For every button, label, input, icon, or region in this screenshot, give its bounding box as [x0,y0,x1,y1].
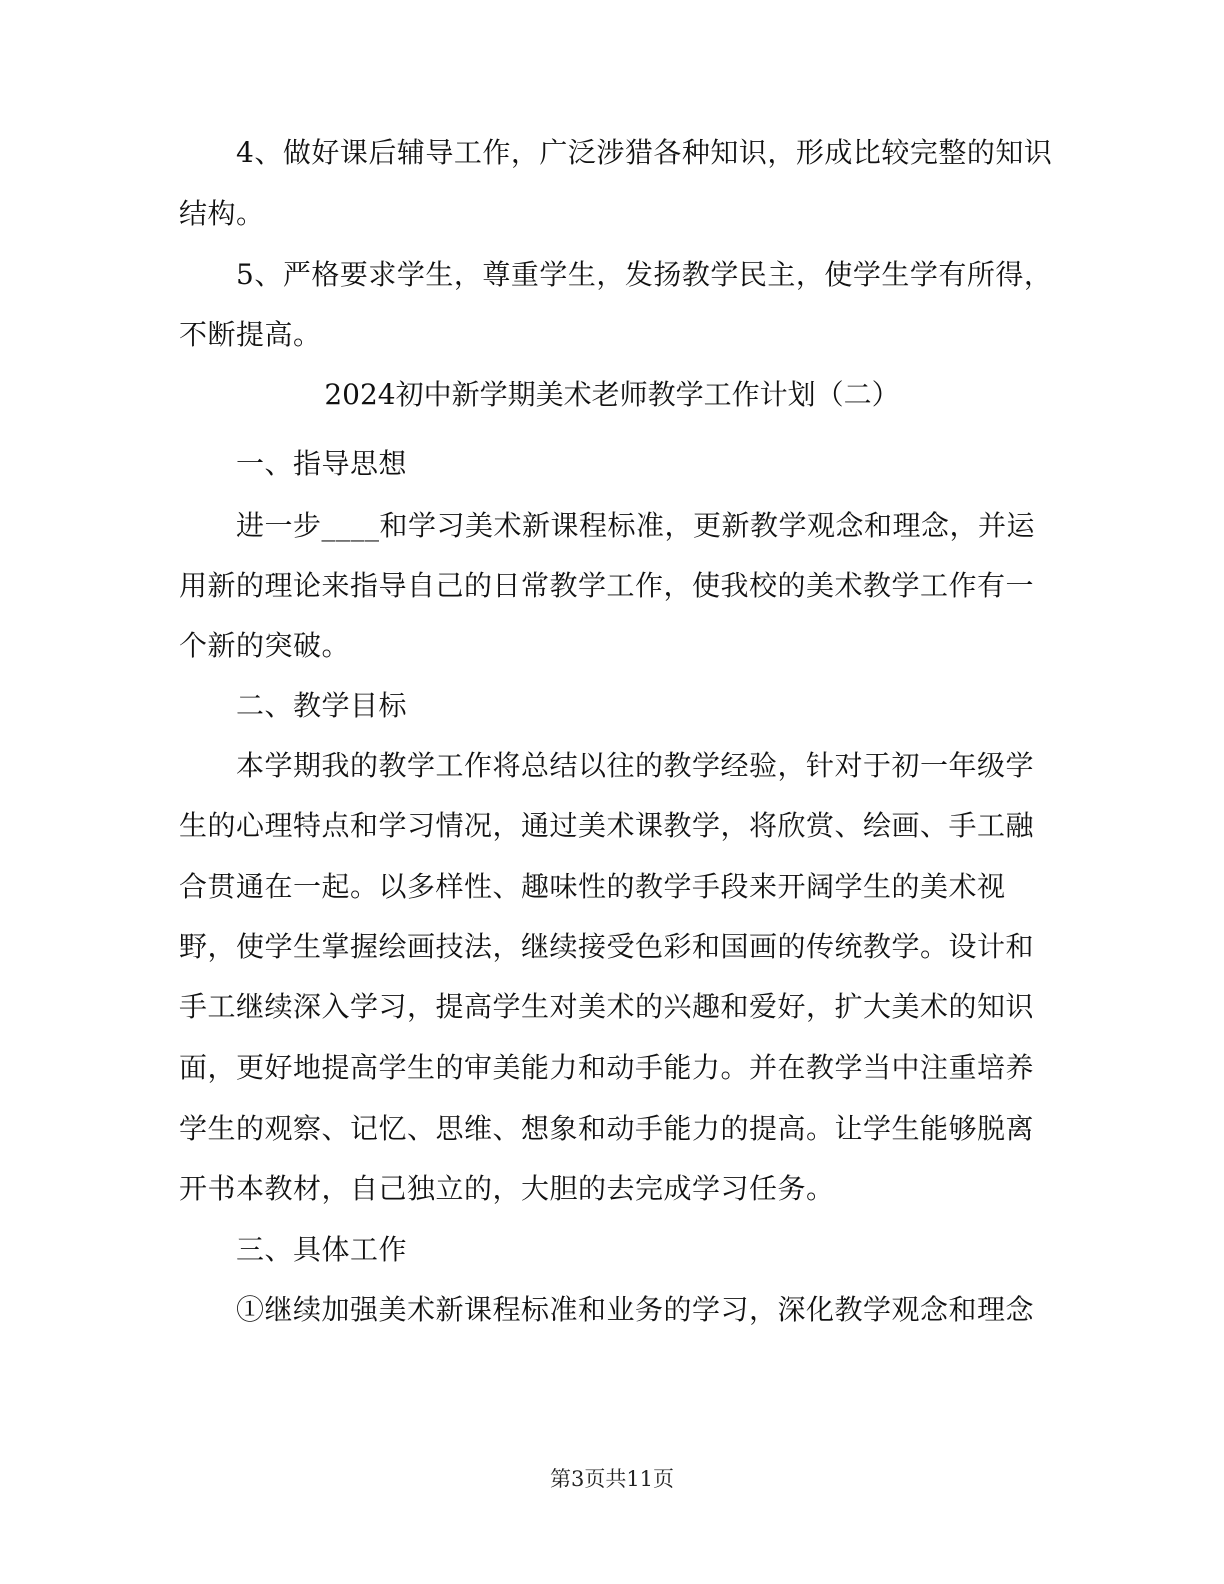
paragraph-2-line-5: 手工继续深入学习，提高学生对美术的兴趣和爱好，扩大美术的知识 [179,990,1035,1023]
paragraph-1-line-3: 个新的突破。 [179,629,351,662]
item-4-line-2: 结构。 [179,197,265,230]
item-4-line-1: 4、做好课后辅导工作，广泛涉猎各种知识，形成比较完整的知识 [236,136,1053,169]
paragraph-2-line-3: 合贯通在一起。以多样性、趣味性的教学手段来开阔学生的美术视 [179,870,1006,903]
item-5-line-1: 5、严格要求学生，尊重学生，发扬教学民主，使学生学有所得， [236,258,1053,291]
paragraph-2-line-6: 面，更好地提高学生的审美能力和动手能力。并在教学当中注重培养 [179,1051,1035,1084]
paragraph-2-line-4: 野，使学生掌握绘画技法，继续接受色彩和国画的传统教学。设计和 [179,930,1035,963]
paragraph-1-line-1: 进一步____和学习美术新课程标准，更新教学观念和理念，并运 [236,509,1036,542]
heading-guiding-ideology: 一、指导思想 [236,447,408,480]
page-number-footer: 第3页共11页 [549,1467,675,1491]
paragraph-2-line-8: 开书本教材，自己独立的，大胆的去完成学习任务。 [179,1172,835,1205]
paragraph-2-line-1: 本学期我的教学工作将总结以往的教学经验，针对于初一年级学 [236,749,1035,782]
paragraph-2-line-2: 生的心理特点和学习情况，通过美术课教学，将欣赏、绘画、手工融 [179,809,1035,842]
paragraph-2-line-7: 学生的观察、记忆、思维、想象和动手能力的提高。让学生能够脱离 [179,1112,1035,1145]
paragraph-1-line-2: 用新的理论来指导自己的日常教学工作，使我校的美术教学工作有一 [179,569,1035,602]
section-title: 2024初中新学期美术老师教学工作计划（二） [324,378,900,411]
paragraph-3-line-1: ①继续加强美术新课程标准和业务的学习，深化教学观念和理念 [236,1293,1035,1326]
heading-teaching-goals: 二、教学目标 [236,689,408,722]
heading-specific-work: 三、具体工作 [236,1233,408,1266]
item-5-line-2: 不断提高。 [179,318,322,351]
